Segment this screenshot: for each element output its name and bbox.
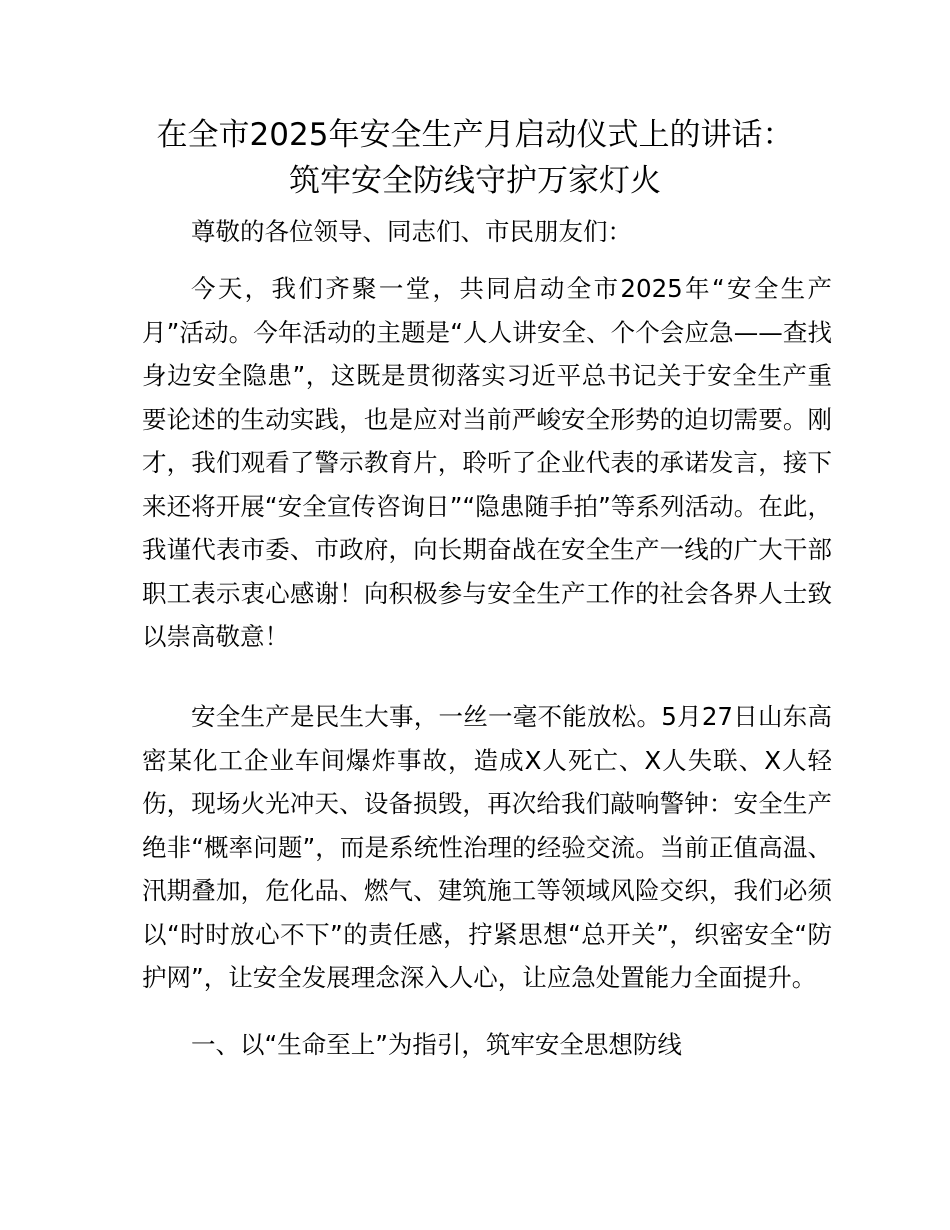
paragraph-2: 安全生产是民生大事，一丝一毫不能放松。5月27日山东高密某化工企业车间爆炸事故，造成X人死亡、X人失联、X人轻伤，现场火光冲天、设备损毁，再次给我们敲响警钟：安全生产绝非“概率问题”，而是系统性治理的经验交流。当前正值高温、汛期叠加，危化品、燃气、建筑施工等领域风险交织，我们必须以“时时放心不下”的责任感，拧紧思想“总开关”，织密安全“防护网”，让安全发展理念深入人心，让应急处置能力全面提升。 (142, 702, 832, 992)
paragraph-1: 今天，我们齐聚一堂，共同启动全市2025年“安全生产月”活动。今年活动的主题是“人人讲安全、个个会应急——查找身边安全隐患”，这既是贯彻落实习近平总书记关于安全生产重要论述的生动实践，也是应对当前严峻安全形势的迫切需要。刚才，我们观看了警示教育片，聆听了企业代表的承诺发言，接下来还将开展“安全宣传咨询日”“隐患随手拍”等系列活动。在此，我谨代表市委、市政府，向长期奋战在安全生产一线的广大干部职工表示衷心感谢！向积极参与安全生产工作的社会各界人士致以崇高敬意！ (142, 274, 832, 651)
document-title-line-2: 筑牢安全防线守护万家灯火 (289, 163, 661, 199)
document-title-line-1: 在全市2025年安全生产月启动仪式上的讲话： (156, 117, 794, 153)
section-heading-1: 一、以“生命至上”为指引，筑牢安全思想防线 (191, 1030, 682, 1059)
salutation: 尊敬的各位领导、同志们、市民朋友们： (191, 217, 632, 246)
